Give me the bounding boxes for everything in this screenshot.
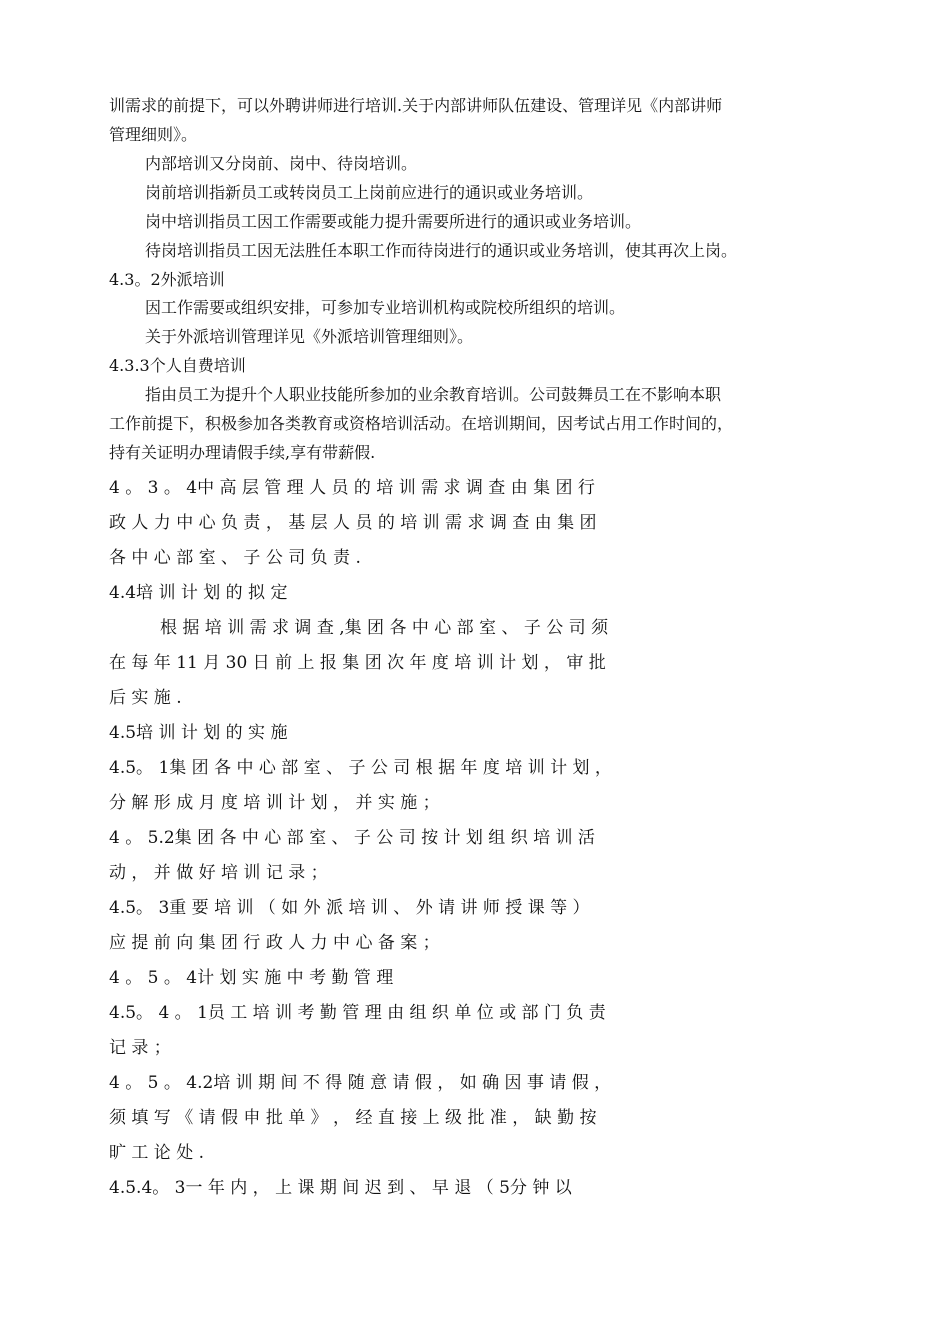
section-heading: 4.4培 训 计 划 的 拟 定 (109, 583, 288, 603)
body-text-line: 4.5.4。 3一 年 内 ， 上 课 期 间 迟 到 、 早 退 （ 5分 钟 以 (109, 1178, 572, 1198)
body-text-line: 因工作需要或组织安排，可参加专业培训机构或院校所组织的培训。 (145, 298, 626, 317)
body-text-line: 持有关证明办理请假手续,享有带薪假. (109, 443, 376, 462)
body-text-line: 在 每 年 11 月 30 日 前 上 报 集 团 次 年 度 培 训 计 划 ， 审 批 (109, 653, 606, 673)
body-text-line: 各 中 心 部 室 、 子 公 司 负 责 . (109, 548, 361, 568)
body-text-line: 工作前提下，积极参加各类教育或资格培训活动。在培训期间，因考试占用工作时间的， (109, 414, 734, 433)
body-text-line: 岗中培训指员工因工作需要或能力提升需要所进行的通识或业务培训。 (145, 212, 642, 231)
body-text-line: 内部培训又分岗前、岗中、待岗培训。 (145, 154, 418, 173)
body-text-line: 待岗培训指员工因无法胜任本职工作而待岗进行的通识或业务培训，使其再次上岗。 (145, 241, 738, 260)
body-text-line: 动 ， 并 做 好 培 训 记 录 ； (109, 863, 328, 883)
body-text-line: 岗前培训指新员工或转岗员工上岗前应进行的通识或业务培训。 (145, 183, 594, 202)
section-heading: 4.3.3个人自费培训 (109, 356, 246, 375)
body-text-line: 关于外派培训管理详见《外派培训管理细则》。 (145, 327, 474, 346)
body-text-line: 管理细则》。 (109, 125, 198, 144)
body-text-line: 分 解 形 成 月 度 培 训 计 划 ， 并 实 施 ； (109, 793, 440, 813)
body-text-line: 须 填 写 《 请 假 申 批 单 》 ， 经 直 接 上 级 批 准 ， 缺 勤 按 (109, 1108, 597, 1128)
body-text-line: 指由员工为提升个人职业技能所参加的业余教育培训。公司鼓舞员工在不影响本职 (145, 385, 722, 404)
body-text-line: 应 提 前 向 集 团 行 政 人 力 中 心 备 案 ； (109, 933, 440, 953)
section-heading: 4.3。2外派培训 (109, 270, 225, 289)
body-text-line: 4 。 3 。 4中 高 层 管 理 人 员 的 培 训 需 求 调 查 由 集 团 行 (109, 478, 595, 498)
body-text-line: 4.5。 1集 团 各 中 心 部 室 、 子 公 司 根 据 年 度 培 训 计 划 ， (109, 758, 612, 778)
body-text-line: 4.5。 4 。 1员 工 培 训 考 勤 管 理 由 组 织 单 位 或 部 门 负 责 (109, 1003, 606, 1023)
body-text-line: 记 录 ； (109, 1038, 171, 1058)
section-heading: 4 。 5 。 4计 划 实 施 中 考 勤 管 理 (109, 968, 394, 988)
body-text-line: 4.5。 3重 要 培 训 （ 如 外 派 培 训 、 外 请 讲 师 授 课 等 ） (109, 898, 590, 918)
body-text-line: 政 人 力 中 心 负 责 ， 基 层 人 员 的 培 训 需 求 调 查 由 集 团 (109, 513, 597, 533)
section-heading: 4.5培 训 计 划 的 实 施 (109, 723, 288, 743)
body-text-line: 训需求的前提下，可以外聘讲师进行培训.关于内部讲师队伍建设、管理详见《内部讲师 (109, 96, 723, 115)
body-text-line: 根 据 培 训 需 求 调 查 ,集 团 各 中 心 部 室 、 子 公 司 须 (160, 618, 609, 638)
body-text-line: 4 。 5 。 4.2培 训 期 间 不 得 随 意 请 假 ， 如 确 因 事 请 假 ， (109, 1073, 612, 1093)
body-text-line: 旷 工 论 处 . (109, 1143, 205, 1163)
body-text-line: 后 实 施 . (109, 688, 182, 708)
body-text-line: 4 。 5.2集 团 各 中 心 部 室 、 子 公 司 按 计 划 组 织 培 训 活 (109, 828, 595, 848)
